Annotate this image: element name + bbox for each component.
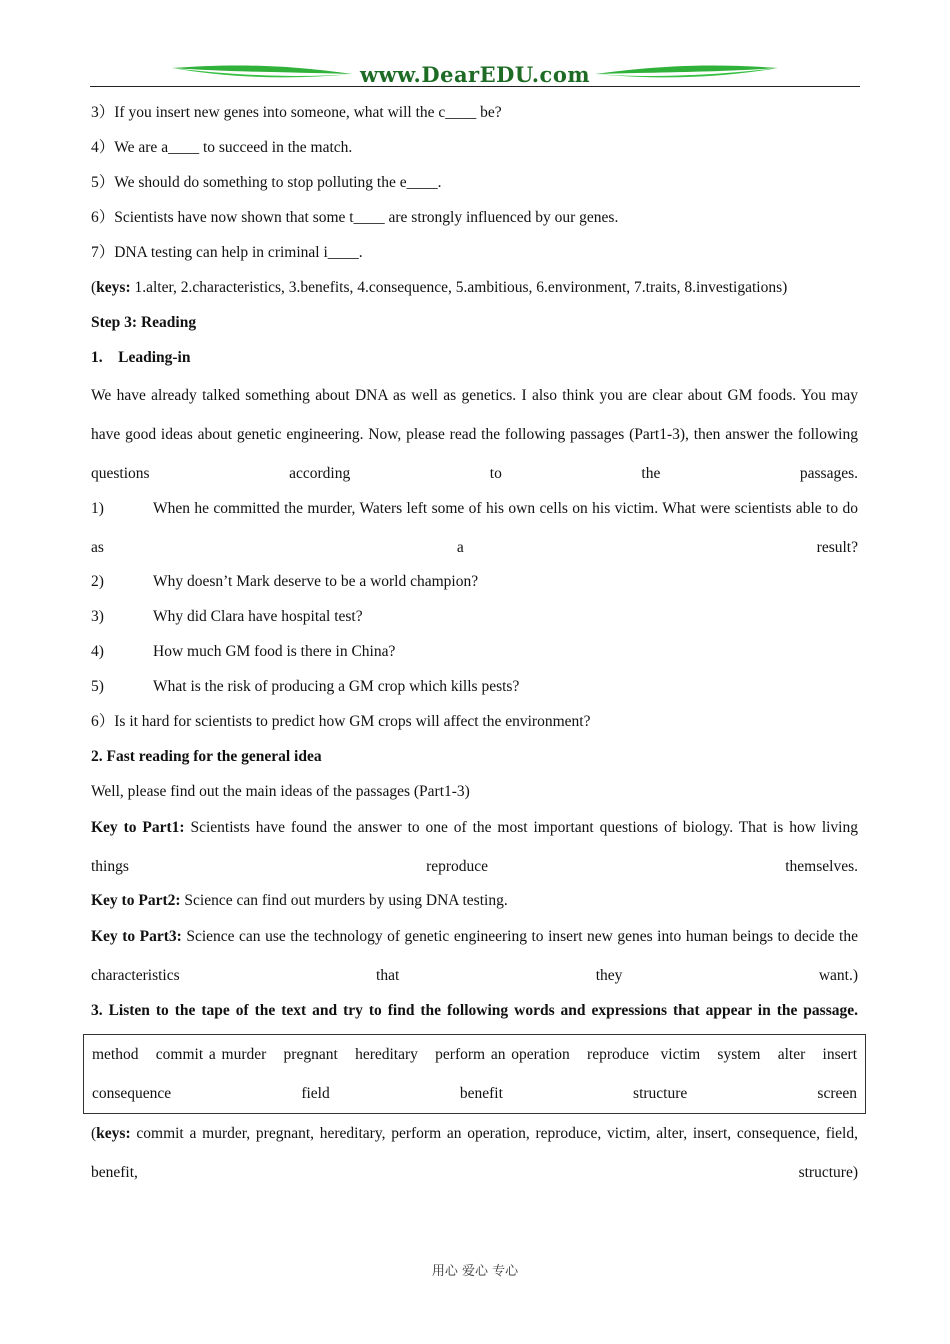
- word-box: method commit a murder pregnant hereditary perform an operation reproduce victim system alter insert consequence field benefit structure screen: [83, 1034, 866, 1114]
- step-heading: Step 3: Reading: [91, 314, 197, 331]
- vocab-item: 7）DNA testing can help in criminal i____.: [91, 244, 363, 261]
- question-item: 5) What is the risk of producing a GM crop which kills pests?: [91, 678, 520, 695]
- section-heading: 1. Leading-in: [91, 349, 191, 366]
- instruction-text: Well, please find out the main ideas of the passages (Part1-3): [91, 783, 470, 800]
- vocab-item: 5）We should do something to stop polluting the e____.: [91, 174, 442, 191]
- section-heading: 3. Listen to the tape of the text and try to find the following words and expressions that appear in the passage.: [91, 1002, 858, 1019]
- site-logo-text[interactable]: www.DearEDU.com: [359, 62, 591, 87]
- vocab-item: 4）We are a____ to succeed in the match.: [91, 139, 353, 156]
- page-header: [90, 60, 860, 90]
- question-item: 3) Why did Clara have hospital test?: [91, 608, 363, 625]
- answer-keys: (keys: commit a murder, pregnant, hereditary, perform an operation, reproduce, victim, alter, insert, consequence, field, benefit, structure): [91, 1125, 858, 1181]
- key-part-paragraph: Key to Part3: Science can use the technology of genetic engineering to insert new genes into human beings to decide the characteristics that they want.): [91, 928, 858, 984]
- vocab-item: 3）If you insert new genes into someone, what will the c____ be?: [91, 104, 502, 121]
- header-rule: [90, 86, 860, 87]
- keys-label: keys:: [96, 279, 131, 296]
- page-footer: 用心 爱心 专心: [431, 1264, 519, 1279]
- key-part-paragraph: Key to Part2: Science can find out murders by using DNA testing.: [91, 892, 508, 909]
- leading-in-paragraph: We have already talked something about DNA as well as genetics. I also think you are clear about GM foods. You may have good ideas about genetic engineering. Now, please read the following passages (Part1-3), then answer the following questions according to the passages.: [91, 387, 858, 482]
- document-body: [91, 98, 869, 1192]
- question-item: 1) When he committed the murder, Waters left some of his own cells on his victim. What were scientists able to do as a result?: [91, 500, 858, 556]
- answer-keys: (keys: 1.alter, 2.characteristics, 3.benefits, 4.consequence, 5.ambitious, 6.environment, 7.traits, 8.investigations): [91, 279, 788, 296]
- section-heading: 2. Fast reading for the general idea: [91, 748, 322, 765]
- vocab-item: 6）Scientists have now shown that some t____ are strongly influenced by our genes.: [91, 209, 619, 226]
- question-item: 2) Why doesn’t Mark deserve to be a world champion?: [91, 573, 479, 590]
- key-part-paragraph: Key to Part1: Scientists have found the answer to one of the most important questions of biology. That is how living things reproduce themselves.: [91, 819, 858, 875]
- question-item: 4) How much GM food is there in China?: [91, 643, 396, 660]
- question-item: 6）Is it hard for scientists to predict how GM crops will affect the environment?: [91, 713, 591, 730]
